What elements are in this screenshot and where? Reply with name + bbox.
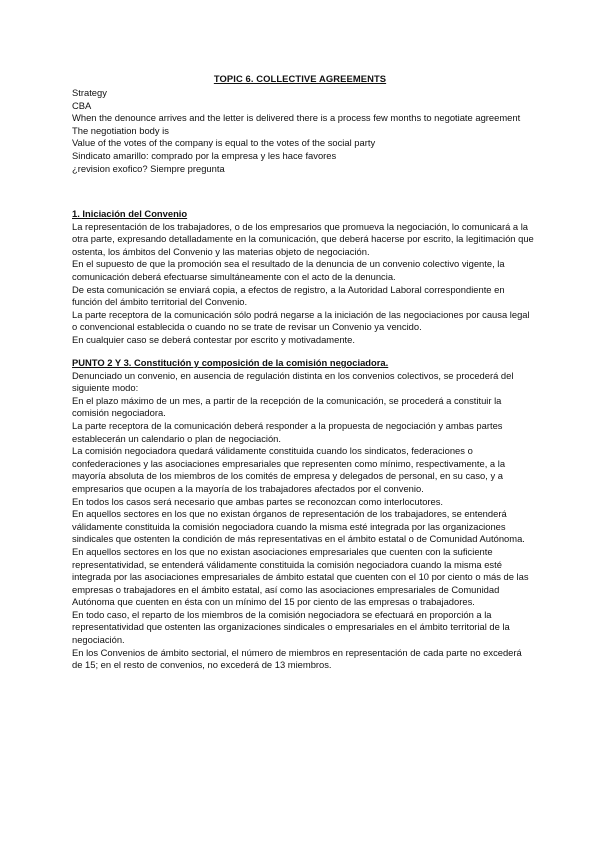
section-comision-negociadora xyxy=(72,357,534,672)
section-heading: 1. Iniciación del Convenio xyxy=(72,208,188,219)
note-line: ¿revision exofico? Siempre pregunta xyxy=(72,162,225,174)
paragraph: En los Convenios de ámbito sectorial, el número de miembros en representación de cada parte no excederá de 15; en el resto de convenios, no excederá de 13 miembros. xyxy=(72,646,522,671)
paragraph: En el plazo máximo de un mes, a partir de la recepción de la comunicación, se procederá a constituir la comisión negociadora. xyxy=(72,394,502,419)
note-line: The negotiation body is xyxy=(72,124,169,136)
note-line: CBA xyxy=(72,99,92,111)
paragraph: En aquellos sectores en los que no existan órganos de representación de los trabajadores, se entenderá válidamente constituida la comisión negociadora cuando la misma esté integrada por las organizaciones sindicales que ostenten la condición de más representativas en el ámbito estatal o de Comunidad Autónoma. xyxy=(72,508,525,545)
paragraph: La representación de los trabajadores, o de los empresarios que promueva la negociación, lo comunicará a la otra parte, expresando detalladamente en la comunicación, que deberá hacerse por escrito, la legitimación que ostenta, los ámbitos del Convenio y las materias objeto de negociación. xyxy=(72,220,534,257)
paragraph: En todos los casos será necesario que ambas partes se reconozcan como interlocutores. xyxy=(72,495,444,507)
notes-block xyxy=(72,87,534,175)
document-title: TOPIC 6. COLLECTIVE AGREEMENTS xyxy=(213,73,387,84)
section-iniciacion xyxy=(72,208,534,347)
paragraph: De esta comunicación se enviará copia, a efectos de registro, a la Autoridad Laboral correspondiente en función del ámbito territorial del Convenio. xyxy=(72,283,505,308)
paragraph: Denunciado un convenio, en ausencia de regulación distinta en los convenios colectivos, se procederá del siguiente modo: xyxy=(72,369,514,394)
paragraph: En el supuesto de que la promoción sea el resultado de la denuncia de un convenio colectivo vigente, la comunicación deberá efectuarse simultáneamente con el acto de la denuncia. xyxy=(72,258,505,282)
note-line: Value of the votes of the company is equal to the votes of the social party xyxy=(72,137,376,149)
paragraph: La parte receptora de la comunicación deberá responder a la propuesta de negociación y ambas partes establecerán un calendario o plan de negociación. xyxy=(72,419,503,444)
note-line: Sindicato amarillo: comprado por la empresa y les hace favores xyxy=(72,149,337,161)
paragraph: En cualquier caso se deberá contestar por escrito y motivadamente. xyxy=(72,333,355,345)
note-line: When the denounce arrives and the letter is delivered there is a process few months to negotiate agreement xyxy=(72,112,521,124)
paragraph: En todo caso, el reparto de los miembros de la comisión negociadora se efectuará en proporción a la representatividad que ostenten las organizaciones sindicales o empresariales en el ámbito territorial de la negociación. xyxy=(72,608,510,646)
section-heading: PUNTO 2 Y 3. Constitución y composición de la comisión negociadora. xyxy=(72,357,389,368)
paragraph: La parte receptora de la comunicación sólo podrá negarse a la iniciación de las negociaciones por causa legal o convencional establecida o cuando no se trate de revisar un Convenio ya vencido. xyxy=(72,308,530,333)
note-line: Strategy xyxy=(72,87,107,98)
paragraph: La comisión negociadora quedará válidamente constituida cuando los sindicatos, federaciones o confederaciones y las asociaciones empresariales que representen como mínimo, respectivamente, a la mayoría absoluta de los miembros de los comités de empresa y delegados de personal, en su caso, y a empresarios que ocupen a la mayoría de los trabajadores afectados por el convenio. xyxy=(72,445,506,494)
paragraph: En aquellos sectores en los que no existan asociaciones empresariales que cuenten con la suficiente representatividad, se entenderá válidamente constituida la comisión negociadora cuando la misma esté integrada por las asociaciones empresariales de ámbito estatal que cuenten con el 10 por ciento o más de las empresas o trabajadores en el ámbito estatal, así como las asociaciones empresariales de Comunidad Autónoma que cuenten en ésta con un mínimo del 15 por ciento de las empresas o trabajadores. xyxy=(72,545,529,608)
